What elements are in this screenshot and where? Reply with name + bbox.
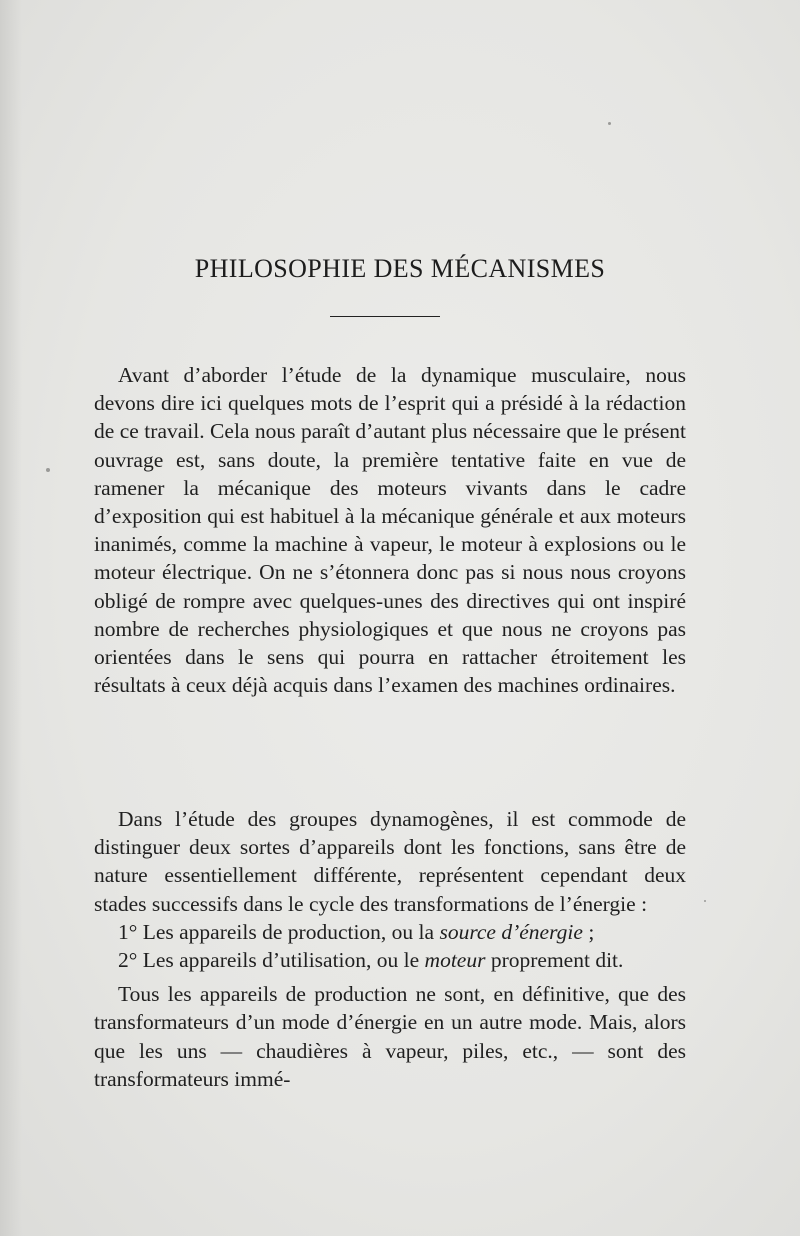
paper-speck bbox=[46, 468, 50, 472]
paper-speck bbox=[704, 900, 706, 902]
list-item-production-suffix: ; bbox=[582, 919, 595, 944]
page-title: PHILOSOPHIE DES MÉCANISMES bbox=[194, 254, 606, 283]
title-rule bbox=[330, 316, 440, 317]
list-item-utilisation-emphasis: moteur bbox=[424, 948, 486, 973]
page-edge-shadow bbox=[0, 0, 22, 1236]
section-paragraph: Dans l’étude des groupes dynamogènes, il est commode de distinguer deux sortes d’appareils dont les fonctions, sans être de nature essentiellement différente, représentent cependant deux stades successifs dans le cycle des transformations de l’énergie : bbox=[94, 807, 686, 916]
intro-block bbox=[94, 361, 686, 699]
list-item-utilisation bbox=[94, 946, 686, 974]
paper-speck bbox=[608, 122, 611, 125]
list-item-production-emphasis: source d’énergie bbox=[439, 919, 583, 944]
list-item-utilisation-text: 2° Les appareils d’utilisation, ou le bbox=[118, 948, 425, 973]
list-item-production bbox=[94, 918, 686, 946]
closing-paragraph: Tous les appareils de production ne sont, en définitive, que des transformateurs d’un mode d’énergie en un autre mode. Mais, alors que les uns — chaudières à vapeur, piles, etc., — sont des transformateurs immé- bbox=[94, 982, 686, 1091]
list-item-utilisation-suffix: proprement dit. bbox=[485, 948, 624, 973]
list-item-production-text: 1° Les appareils de production, ou la bbox=[118, 919, 440, 944]
section-block bbox=[94, 805, 686, 1093]
intro-paragraph: Avant d’aborder l’étude de la dynamique musculaire, nous devons dire ici quelques mots de l’esprit qui a présidé à la rédaction de ce travail. Cela nous paraît d’autant plus nécessaire que le présent ouvrage est, sans doute, la première tentative faite en vue de ramener la mécanique des moteurs vivants dans le cadre d’exposition qui est habituel à la mécanique générale et aux moteurs inanimés, comme la machine à vapeur, le moteur à explosions ou le moteur électrique. On ne s’étonnera donc pas si nous nous croyons obligé de rompre avec quelques-unes des directives qui ont inspiré nombre de recherches physiologiques et que nous ne croyons pas orientées dans le sens qui pourra en rattacher étroitement les résultats à ceux déjà acquis dans l’examen des machines ordinaires. bbox=[94, 363, 686, 698]
